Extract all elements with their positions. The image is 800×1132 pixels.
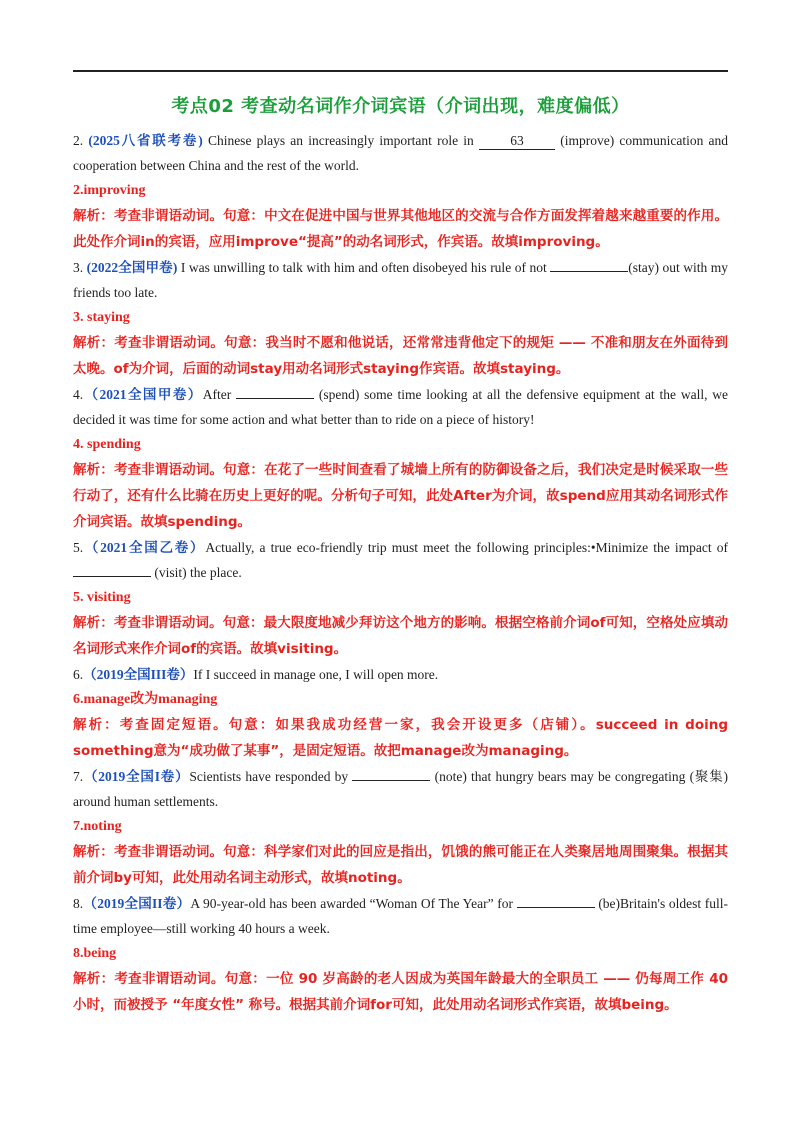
question-text: 2. (2025八省联考卷) Chinese plays an increasingly important role in 63 (improve) communication and cooperation between China and the rest of the world. [73, 133, 729, 173]
answer-blank [550, 271, 628, 272]
answer-key: 8.being [73, 946, 117, 961]
question-text: 8.（2019全国II卷）A 90-year-old has been awarded “Woman Of The Year” for (be)Britain's oldest full-time employee—still working 40 hours a week. [73, 896, 729, 936]
explanation-text: 解析：考查非谓语动词。句意：我当时不愿和他说话，还常常违背他定下的规矩 —— 不准和朋友在外面待到太晚。of为介词，后面的动词stay用动名词形式staying作宾语。故填staying。 [73, 335, 728, 377]
explanation-text: 解析：考查非谓语动词。句意：在花了一些时间查看了城墙上所有的防御设备之后，我们决定是时候采取一些行动了，还有什么比骑在历史上更好的呢。分析句子可知，此处After为介词，故spend应用其动名词形式作介词宾语。故填spending。 [73, 462, 728, 530]
question-text: 5.（2021全国乙卷）Actually, a true eco-friendly trip must meet the following principles:•Minimize the impact of (visit) the place. [73, 540, 728, 580]
answer-key: 4. spending [73, 437, 141, 452]
question-source: （2019全国III卷） [83, 667, 194, 682]
question-source: （2019全国I卷） [83, 769, 190, 784]
section-title: 考点02 考查动名词作介词宾语（介词出现，难度偏低） [171, 96, 630, 117]
explanation-text: 解析：考查固定短语。句意：如果我成功经营一家，我会开设更多（店铺）。succeed in doing something意为“成功做了某事”，是固定短语。故把manage改为managing。 [73, 717, 728, 759]
question-text: 4.（2021全国甲卷）After (spend) some time looking at all the defensive equipment at the wall, we decided it was time for some action and what better than to ride on a piece of history! [73, 387, 729, 427]
question-source: (2022全国甲卷) [86, 260, 178, 275]
question-text: 3. (2022全国甲卷) I was unwilling to talk with him and often disobeyed his rule of not (stay) out with my friends too late. [73, 260, 728, 300]
question-text: 6.（2019全国III卷）If I succeed in manage one, I will open more. [73, 667, 439, 682]
answer-blank [236, 398, 314, 399]
answer-blank [517, 907, 595, 908]
answer-key: 5. visiting [73, 590, 131, 605]
answer-blank: 63 [479, 133, 555, 150]
explanation-text: 解析：考查非谓语动词。句意：科学家们对此的回应是指出，饥饿的熊可能正在人类聚居地周围聚集。根据其前介词by可知，此处用动名词主动形式，故填noting。 [73, 844, 728, 886]
answer-blank [352, 780, 430, 781]
question-list [73, 128, 728, 1018]
question-source: （2019全国II卷） [83, 896, 191, 911]
answer-key: 2.improving [73, 183, 146, 198]
header-rule [73, 70, 728, 72]
answer-key: 6.manage改为managing [73, 692, 218, 707]
answer-key: 3. staying [73, 310, 130, 325]
question-source: （2021全国甲卷） [83, 387, 203, 402]
question-text: 7.（2019全国I卷）Scientists have responded by (note) that hungry bears may be congregating (聚集) around human settlements. [73, 769, 729, 809]
question-source: (2025八省联考卷) [88, 133, 203, 148]
answer-blank [73, 576, 151, 577]
explanation-text: 解析：考查非谓语动词。句意：最大限度地减少拜访这个地方的影响。根据空格前介词of可知，空格处应填动名词形式来作介词of的宾语。故填visiting。 [73, 615, 728, 657]
explanation-text: 解析：考查非谓语动词。句意：中文在促进中国与世界其他地区的交流与合作方面发挥着越来越重要的作用。此处作介词in的宾语，应用improve“提高”的动名词形式，作宾语。故填improving。 [73, 208, 728, 250]
explanation-text: 解析：考查非谓语动词。句意：一位 90 岁高龄的老人因成为英国年龄最大的全职员工 —— 仍每周工作 40 小时，而被授予 “年度女性” 称号。根据其前介词for可知，此处用动名词形式作宾语，故填being。 [73, 971, 728, 1013]
answer-key: 7.noting [73, 819, 122, 834]
question-source: （2021全国乙卷） [83, 540, 206, 555]
